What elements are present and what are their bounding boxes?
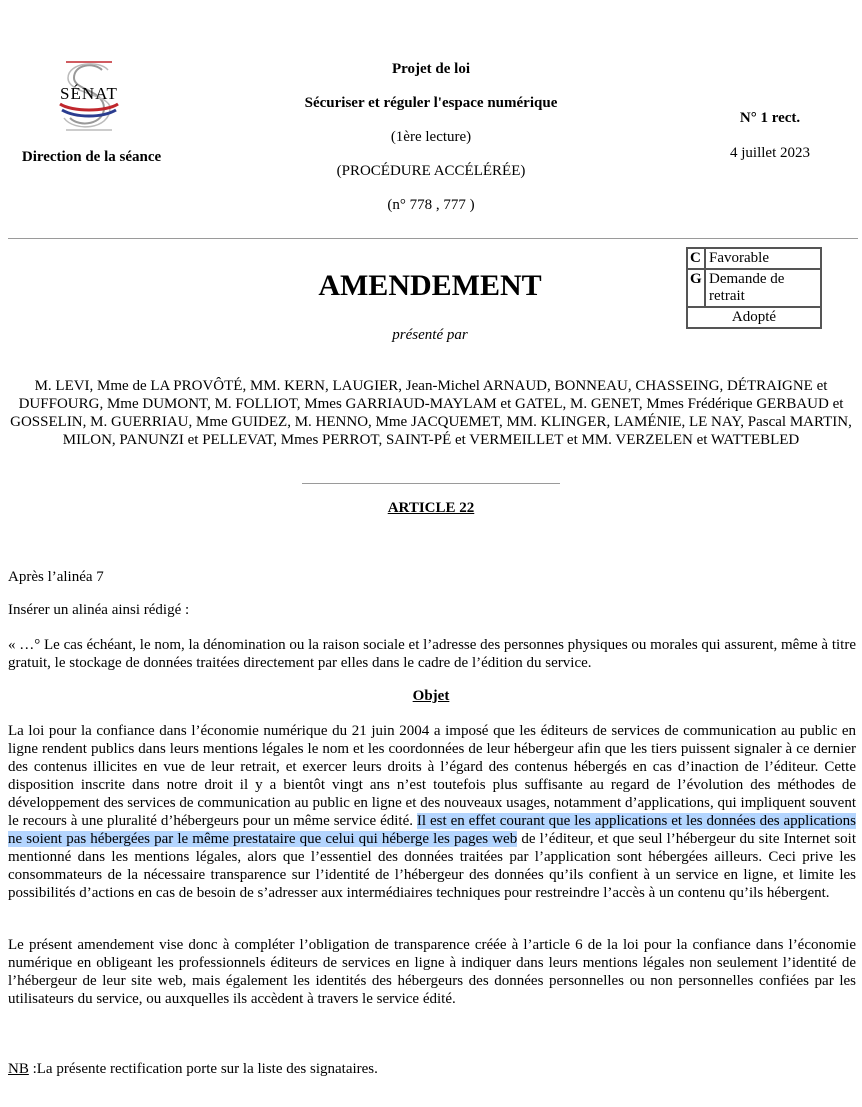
- header-divider: [8, 238, 858, 239]
- status-result-row: [687, 307, 821, 328]
- amendment-title: AMENDEMENT: [318, 269, 542, 302]
- law-title: Sécuriser et réguler l'espace numérique: [304, 95, 558, 111]
- status-code: C: [687, 248, 705, 269]
- nb-label: NB: [8, 1061, 29, 1077]
- status-label: Favorable: [705, 248, 821, 269]
- objet-paragraph-1: [8, 722, 856, 902]
- after-paragraph: Après l’alinéa 7: [8, 569, 104, 585]
- amendment-number: N° 1 rect.: [739, 110, 801, 126]
- status-result: Adopté: [687, 307, 821, 328]
- inserted-text: « …° Le cas échéant, le nom, la dénomination ou la raison sociale et l’adresse des personnes physiques ou morales qui assurent, même à titre gratuit, le stockage de données traitées directement par elles dans le cadre de l’édition du service.: [8, 637, 856, 671]
- procedure-label: (PROCÉDURE ACCÉLÉRÉE): [336, 163, 526, 179]
- article-heading: ARTICLE 22: [387, 500, 475, 516]
- projet-label: Projet de loi: [391, 61, 471, 77]
- reading-label: (1ère lecture): [390, 129, 472, 145]
- text-numbers: (n° 778 , 777 ): [387, 197, 475, 213]
- status-row: [687, 248, 821, 269]
- authors-divider: [302, 483, 560, 484]
- amendment-date: 4 juillet 2023: [730, 145, 810, 161]
- nb-note: [8, 1060, 856, 1078]
- authors-list: M. LEVI, Mme de LA PROVÔTÉ, MM. KERN, LAUGIER, Jean-Michel ARNAUD, BONNEAU, CHASSEING, DÉTRAIGNE et DUFFOURG, Mme DUMONT, M. FOLLIOT, Mmes GARRIAUD-MAYLAM et GATEL, M. GENET, Mmes Frédérique GERBAUD et GOSSELIN, M. GUERRIAU, Mme GUIDEZ, M. HENNO, Mme JACQUEMET, MM. KLINGER, LAMÉNIE, LE NAY, Pascal MARTIN, MILON, PANUNZI et PELLEVAT, Mmes PERROT, SAINT-PÉ et VERMEILLET et MM. VERZELEN et WATTEBLED: [10, 378, 852, 448]
- objet-heading: Objet: [412, 688, 450, 704]
- status-label: Demande de retrait: [705, 269, 821, 307]
- selected-text[interactable]: Il est en effet courant que les applications et les données des applications ne soient pas hébergées par le même prestataire que celui qui héberge les pages web: [8, 813, 856, 847]
- status-code: G: [687, 269, 705, 307]
- objet-paragraph-2: Le présent amendement vise donc à compléter l’obligation de transparence créée à l’article 6 de la loi pour la confiance dans l’économie numérique en obligeant les professionnels éditeurs de services en ligne à indiquer dans leurs mentions légales non seulement l’identité de l’hébergeur de leur site web, mais également les identités des hébergeurs des données personnelles ou non personnelles confiées par les utilisateurs du service, ou auxquelles ils accèdent à travers le service édité.: [8, 937, 856, 1007]
- direction-label: Direction de la séance: [21, 149, 162, 165]
- insert-instruction: Insérer un alinéa ainsi rédigé :: [8, 602, 190, 618]
- nb-text: :La présente rectification porte sur la liste des signataires.: [28, 1061, 378, 1077]
- objet-text: La loi pour la confiance dans l’économie numérique du 21 juin 2004 a imposé que les éditeurs de services de communication au public en ligne rendent publics dans leurs mentions légales le nom et les coordonnées de leur hébergeur afin que les tiers puissent signaler à ce dernier des contenus illicites en vue de leur retrait, et exercer leurs droits à l’égard des contenus hébergés en cas d’inaction de l’éditeur. Cette disposition inscrite dans notre droit il y a bientôt vingt ans n’est toutefois plus suffisante au regard de l’évolution des méthodes de développement des services de communication au public en ligne et des nouveaux usages, notamment d’applications, qui impliquent souvent le recours à une pluralité d’hébergeurs pour un même service édité.: [8, 723, 856, 829]
- senat-logo: [54, 60, 124, 132]
- presented-by-label: présenté par: [392, 327, 468, 343]
- objet-text: de l’éditeur, et que seul l’hébergeur du site Internet soit mentionné dans les mentions légales, alors que l’essentiel des données traitées par l’application sont hébergées ailleurs. Ceci prive les consommateurs de la nécessaire transparence sur l’identité de l’hébergeur des données qu’ils confient à un service en ligne, et limite les possibilités d’actions en cas de besoin de s’adresser aux intermédiaires techniques pour restreindre l’accès à un contenu qu’ils hébergent.: [8, 831, 857, 901]
- status-row: [687, 269, 821, 307]
- status-box: [686, 247, 822, 329]
- logo-wordmark: SÉNAT: [60, 84, 118, 103]
